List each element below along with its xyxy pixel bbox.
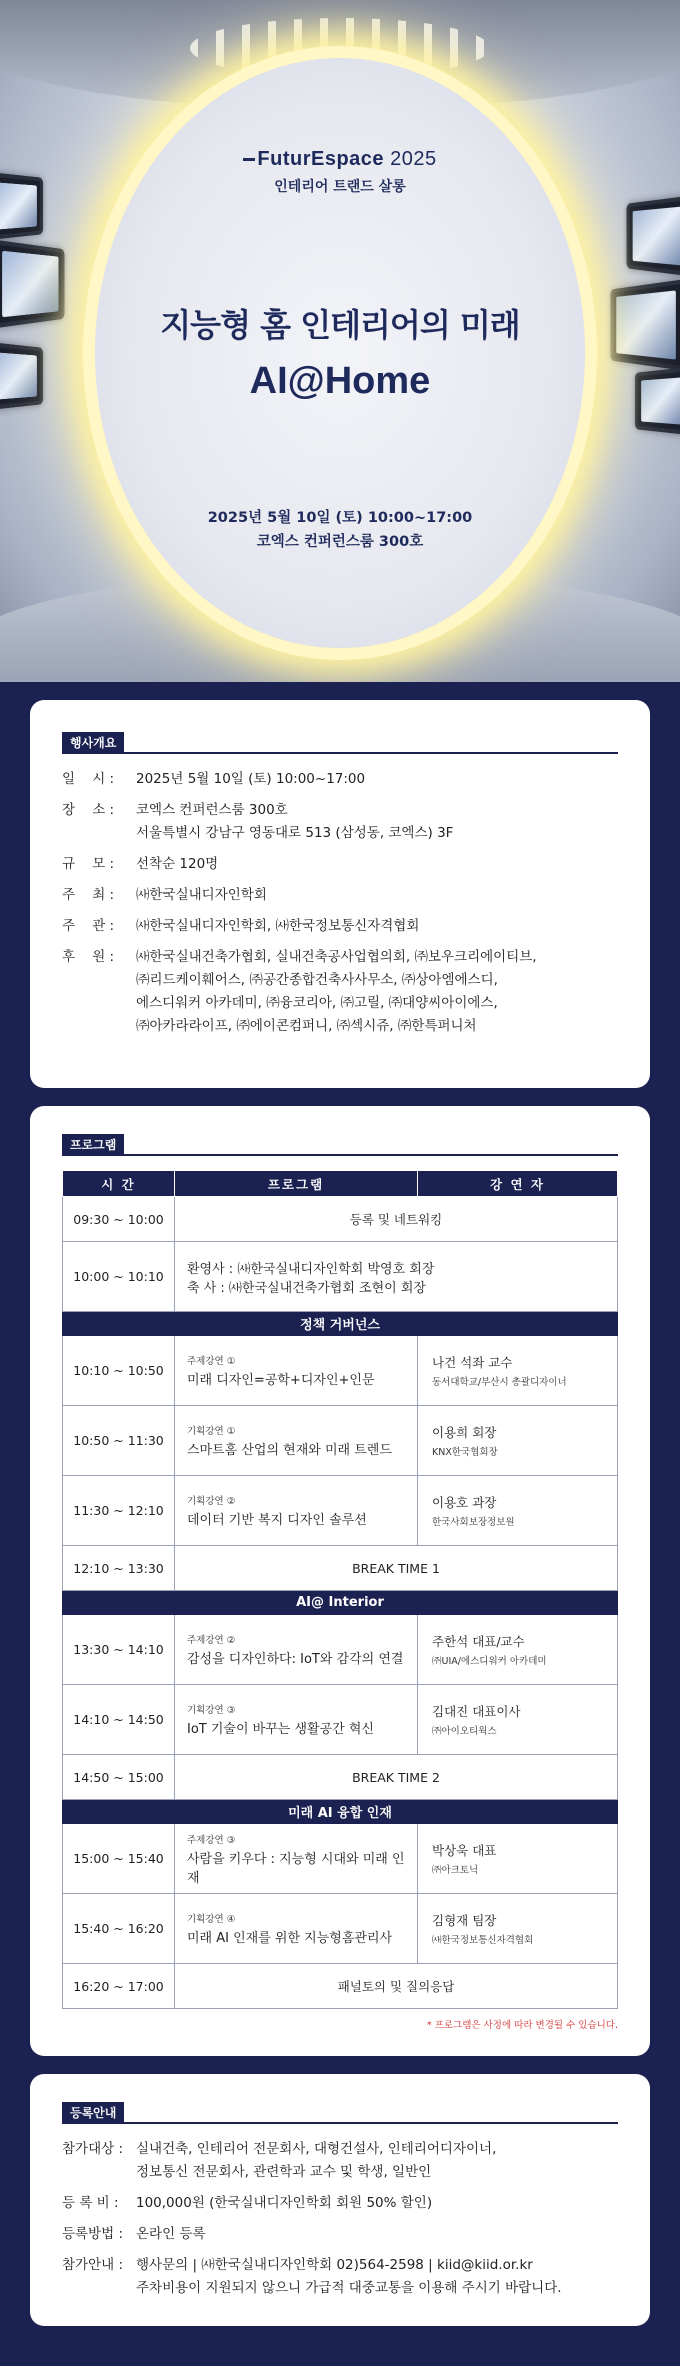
section-row [63, 1312, 618, 1336]
session-title: 스마트홈 산업의 현재와 미래 트렌드 [187, 1443, 392, 1458]
speaker-name: 김형재 팀장 [432, 1913, 497, 1928]
greeting-cell [175, 1242, 618, 1312]
time-cell: 15:40 ~ 16:20 [63, 1894, 175, 1964]
section-heading [62, 2102, 618, 2124]
speaker-name: 김대진 대표이사 [432, 1704, 521, 1719]
time-cell: 12:10 ~ 13:30 [63, 1546, 175, 1591]
info-value: 실내건축, 인테리어 전문회사, 대형건설사, 인테리어디자이너, 정보통신 전문회사, 관련학과 교수 및 학생, 일반인 [136, 2141, 497, 2180]
info-row [62, 2223, 618, 2246]
speaker-cell [418, 1824, 618, 1894]
speaker-affiliation: 동서대학교/부산시 총괄디자이너 [432, 1377, 567, 1388]
speaker-name: 이용희 회장 [432, 1425, 497, 1440]
section-row [63, 1800, 618, 1824]
registration-list [62, 2138, 618, 2300]
table-row [63, 1894, 618, 1964]
info-row [62, 2138, 618, 2184]
session-type: 기획강연 ② [187, 1496, 236, 1507]
session-type: 기획강연 ③ [187, 1705, 236, 1716]
speaker-name: 주한석 대표/교수 [432, 1634, 525, 1649]
info-row [62, 884, 618, 907]
info-row [62, 915, 618, 938]
info-value: ㈔한국실내디자인학회, ㈔한국정보통신자격협회 [136, 918, 420, 934]
program-note: * 프로그램은 사정에 따라 변경될 수 있습니다. [426, 2020, 618, 2031]
time-cell: 14:50 ~ 15:00 [63, 1755, 175, 1800]
table-header-row [63, 1171, 618, 1197]
info-row [62, 2254, 618, 2300]
speaker-name: 이용호 과장 [432, 1495, 497, 1510]
session-title: 감성을 디자인하다: IoT와 감각의 연결 [187, 1652, 404, 1667]
speaker-cell [418, 1476, 618, 1546]
speaker-affiliation: ㈔한국정보통신자격협회 [432, 1935, 534, 1946]
program-cell [175, 1824, 418, 1894]
speaker-cell [418, 1336, 618, 1406]
section-heading [62, 732, 618, 754]
event-venue: 코엑스 컨퍼런스룸 300호 [256, 534, 424, 550]
speaker-affiliation: ㈜UIA/에스디워커 아카데미 [432, 1656, 547, 1667]
info-label: 참가대상 : [62, 2141, 124, 2157]
info-value: 온라인 등록 [136, 2226, 206, 2242]
full-span-cell: 등록 및 네트워킹 [175, 1197, 618, 1242]
session-title: 데이터 기반 복지 디자인 솔루션 [187, 1513, 367, 1528]
table-row [63, 1242, 618, 1312]
info-row [62, 768, 618, 791]
time-cell: 09:30 ~ 10:00 [63, 1197, 175, 1242]
table-row [63, 1964, 618, 2009]
info-value: 100,000원 (한국실내디자인학회 회원 50% 할인) [136, 2195, 433, 2211]
table-row [63, 1755, 618, 1800]
info-label: 주 최 : [62, 887, 115, 903]
overview-heading: 행사개요 [62, 732, 124, 754]
event-date: 2025년 5월 10일 (토) 10:00~17:00 [207, 510, 473, 526]
info-label: 참가안내 : [62, 2257, 124, 2273]
time-cell: 14:10 ~ 14:50 [63, 1685, 175, 1755]
info-row [62, 946, 618, 1038]
logo-year: 2025 [390, 148, 437, 170]
info-label: 일 시 : [62, 771, 115, 787]
hero-banner [0, 0, 680, 682]
program-card [30, 1106, 650, 2056]
program-cell [175, 1406, 418, 1476]
program-table-body [63, 1197, 618, 2009]
info-label: 등 록 비 : [62, 2195, 119, 2211]
table-row [63, 1197, 618, 1242]
section-title: 미래 AI 융합 인재 [63, 1800, 618, 1824]
time-cell: 16:20 ~ 17:00 [63, 1964, 175, 2009]
info-value: 코엑스 컨퍼런스룸 300호 서울특별시 강남구 영동대로 513 (삼성동, 코엑스) 3F [136, 802, 454, 841]
program-table [62, 1170, 618, 2009]
info-value: 선착순 120명 [136, 856, 219, 872]
event-logo [0, 148, 680, 171]
speaker-name: 나건 석좌 교수 [432, 1355, 513, 1370]
info-value: 2025년 5월 10일 (토) 10:00~17:00 [136, 771, 366, 787]
info-label: 장 소 : [62, 802, 115, 818]
wall-screen-image [627, 195, 680, 276]
registration-heading: 등록안내 [62, 2102, 124, 2124]
logo-dash [243, 158, 255, 161]
program-cell [175, 1615, 418, 1685]
greeting-line: 축 사 : ㈔한국실내건축가협회 조현이 회장 [187, 1280, 426, 1296]
session-type: 주제강연 ③ [187, 1834, 236, 1846]
speaker-affiliation: KNX한국협회장 [432, 1447, 498, 1458]
program-cell [175, 1336, 418, 1406]
session-type: 기획강연 ① [187, 1426, 236, 1437]
program-cell [175, 1476, 418, 1546]
table-row [63, 1615, 618, 1685]
program-cell [175, 1685, 418, 1755]
full-span-cell: BREAK TIME 2 [175, 1755, 618, 1800]
table-row [63, 1476, 618, 1546]
table-row [63, 1824, 618, 1894]
time-cell: 10:00 ~ 10:10 [63, 1242, 175, 1312]
section-heading [62, 1134, 618, 1156]
column-header-speaker: 강 연 자 [418, 1171, 618, 1197]
session-title: IoT 기술이 바꾸는 생활공간 혁신 [187, 1722, 374, 1737]
section-title: AI@ Interior [63, 1591, 618, 1615]
column-header-time: 시 간 [63, 1171, 175, 1197]
full-span-cell: 패널토의 및 질의응답 [175, 1964, 618, 2009]
section-title: 정책 거버넌스 [63, 1312, 618, 1336]
speaker-affiliation: ㈜아이오티웍스 [432, 1726, 497, 1737]
info-label: 규 모 : [62, 856, 115, 872]
info-value: ㈔한국실내디자인학회 [136, 887, 267, 903]
info-row [62, 853, 618, 876]
time-cell: 10:50 ~ 11:30 [63, 1406, 175, 1476]
overview-card [30, 700, 650, 1088]
info-label: 후 원 : [62, 949, 115, 965]
time-cell: 13:30 ~ 14:10 [63, 1615, 175, 1685]
table-row [63, 1406, 618, 1476]
session-title: 미래 디자인=공학+디자인+인문 [187, 1373, 375, 1388]
table-row [63, 1336, 618, 1406]
session-type: 주제강연 ① [187, 1356, 236, 1367]
speaker-affiliation: ㈜아크토닉 [432, 1865, 479, 1876]
glowing-portal-ring [95, 58, 585, 648]
column-header-program: 프로그램 [175, 1171, 418, 1197]
registration-card [30, 2074, 650, 2326]
table-row [63, 1685, 618, 1755]
info-row [62, 2192, 618, 2215]
table-row [63, 1546, 618, 1591]
info-value: ㈔한국실내건축가협회, 실내건축공사업협의회, ㈜보우크리에이티브, ㈜리드케이훼어스, ㈜공간종합건축사사무소, ㈜상아엠에스디, 에스디워커 아카데미, ㈜융코리아, ㈜고릴, ㈜대양씨아이에스, ㈜아카라라이프, ㈜에이콘컴퍼니, ㈜섹시쥬, ㈜한특퍼니처 [136, 949, 537, 1034]
time-cell: 11:30 ~ 12:10 [63, 1476, 175, 1546]
session-type: 주제강연 ② [187, 1635, 236, 1646]
program-cell [175, 1894, 418, 1964]
session-type: 기획강연 ④ [187, 1914, 236, 1925]
section-row [63, 1591, 618, 1615]
speaker-affiliation: 한국사회보장정보원 [432, 1517, 515, 1528]
speaker-cell [418, 1894, 618, 1964]
speaker-cell [418, 1615, 618, 1685]
session-title: 사람을 키우다 : 지능형 시대와 미래 인재 [187, 1851, 405, 1886]
info-label: 주 관 : [62, 918, 115, 934]
info-value: 행사문의 | ㈔한국실내디자인학회 02)564-2598 | kiid@kiid.or.kr 주차비용이 지원되지 않으니 가급적 대중교통을 이용해 주시기 바랍니다. [136, 2257, 562, 2296]
info-label: 등록방법 : [62, 2226, 124, 2242]
overview-list [62, 768, 618, 1038]
full-span-cell: BREAK TIME 1 [175, 1546, 618, 1591]
session-title: 미래 AI 인재를 위한 지능형홈관리사 [187, 1931, 393, 1946]
program-heading: 프로그램 [62, 1134, 124, 1156]
logo-main: FuturEspace [257, 148, 385, 170]
time-cell: 15:00 ~ 15:40 [63, 1824, 175, 1894]
time-cell: 10:10 ~ 10:50 [63, 1336, 175, 1406]
greeting-line: 환영사 : ㈔한국실내디자인학회 박영호 회장 [187, 1261, 435, 1277]
event-series: 인테리어 트랜드 살롱 [274, 179, 406, 195]
speaker-cell [418, 1685, 618, 1755]
speaker-cell [418, 1406, 618, 1476]
speaker-name: 박상욱 대표 [432, 1843, 497, 1858]
event-title: 지능형 홈 인테리어의 미래 [160, 306, 520, 344]
info-row [62, 799, 618, 845]
event-subtitle: AI@Home [249, 360, 431, 402]
